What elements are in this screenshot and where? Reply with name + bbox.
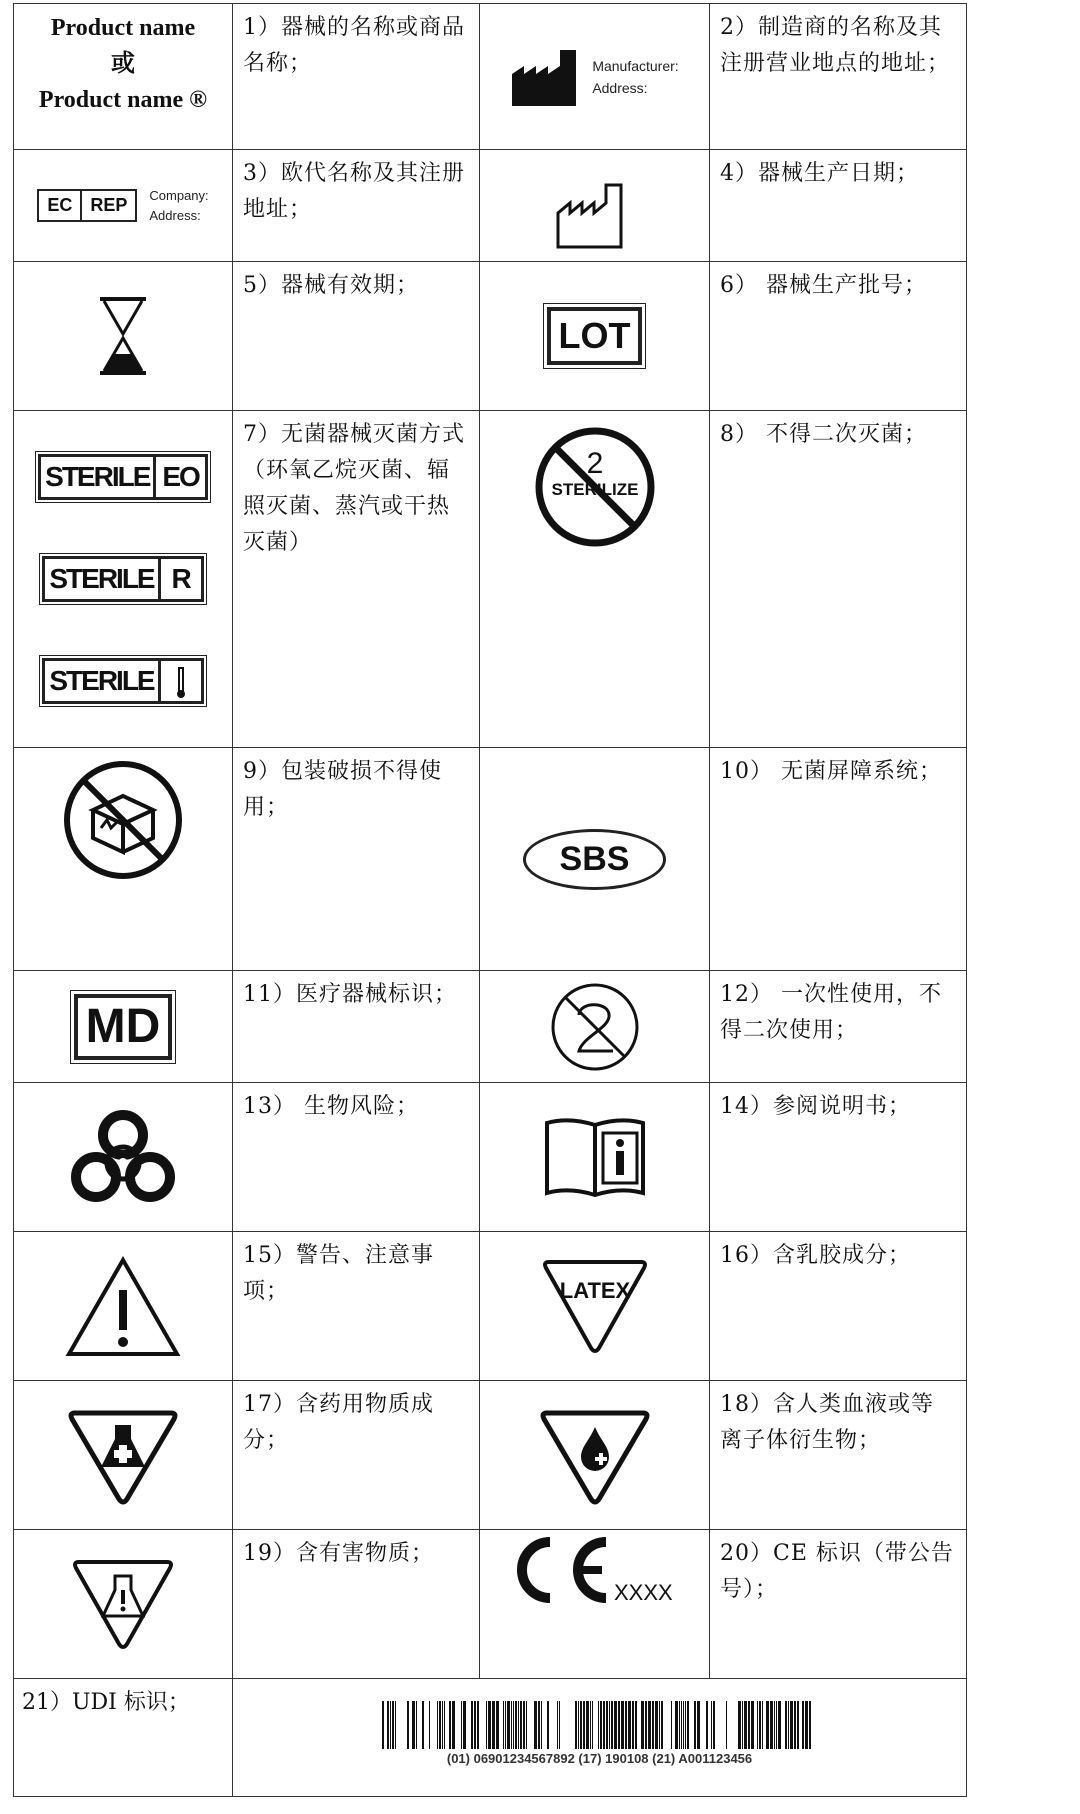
barcode-bar: [505, 1701, 506, 1749]
desc-10: 10） 无菌屏障系统；: [720, 759, 942, 784]
barcode-bar: [412, 1701, 415, 1749]
barcode-bar: [621, 1701, 624, 1749]
do-not-reuse-icon: [549, 981, 641, 1073]
latex-label: LATEX: [559, 1278, 630, 1303]
barcode-bar: [463, 1701, 466, 1749]
desc-4: 4）器械生产日期；: [720, 161, 919, 186]
barcode-bar: [611, 1701, 613, 1749]
lot-label: LOT: [547, 307, 643, 365]
desc-20: 20）CE 标识（带公告号）；: [720, 1541, 954, 1602]
barcode-bar: [659, 1701, 660, 1749]
barcode-bar: [794, 1701, 796, 1749]
barcode-bar: [713, 1701, 715, 1749]
warning-icon: [63, 1254, 183, 1358]
consult-ifu-symbol-cell: [480, 1083, 710, 1232]
barcode-bar: [645, 1701, 647, 1749]
desc-cell: [710, 4, 967, 150]
barcode-bar: [518, 1701, 519, 1749]
human-blood-symbol-cell: [480, 1381, 710, 1530]
contains-medicinal-substance-icon: [65, 1405, 181, 1505]
table-row: [14, 1381, 967, 1530]
desc-21: 21）UDI 标识；: [22, 1690, 190, 1715]
barcode-bar: [679, 1701, 680, 1749]
barcode-bar: [496, 1701, 499, 1749]
desc-19: 19）含有害物质；: [243, 1541, 434, 1566]
barcode-bar: [790, 1701, 793, 1749]
contains-latex-icon: [539, 1256, 651, 1356]
sterile-r-suffix: R: [158, 559, 201, 599]
desc-cell: [233, 150, 480, 262]
barcode-bar: [797, 1701, 799, 1749]
rep-label: REP: [80, 191, 135, 220]
desc-11: 11）医疗器械标识；: [243, 982, 457, 1007]
barcode-bar: [474, 1701, 476, 1749]
barcode-bar: [471, 1701, 473, 1749]
table-row: [14, 748, 967, 971]
barcode-bar: [444, 1701, 445, 1749]
product-name-or-text: 或: [111, 51, 135, 77]
desc-cell: [710, 262, 967, 411]
table-row: [14, 262, 967, 411]
barcode-bar: [648, 1701, 651, 1749]
barcode-bar: [449, 1701, 451, 1749]
barcode-bar: [538, 1701, 540, 1749]
sbs-label: SBS: [523, 829, 667, 890]
ce-mark-symbol-cell: [480, 1530, 710, 1679]
product-name-text: Product name: [50, 15, 196, 41]
desc-cell: [710, 971, 967, 1083]
barcode-bar: [774, 1701, 775, 1749]
barcode-bar: [748, 1701, 750, 1749]
barcode-bar: [687, 1701, 689, 1749]
sterile-word: STERILE: [49, 665, 154, 696]
ce-mark-icon: [510, 1536, 680, 1606]
biohazard-symbol-cell: [14, 1083, 233, 1232]
hazardous-substance-symbol-cell: [14, 1530, 233, 1679]
desc-8: 8） 不得二次灭菌；: [720, 422, 927, 447]
ec-label: EC: [47, 195, 73, 215]
barcode-bar: [541, 1701, 542, 1749]
barcode-bar: [547, 1701, 549, 1749]
barcode-bar: [592, 1701, 593, 1749]
barcode-bar: [762, 1701, 763, 1749]
barcode-bar: [534, 1701, 537, 1749]
sbs-symbol-cell: [480, 748, 710, 971]
desc-cell: [710, 1530, 967, 1679]
manufacturer-address-label: Address:: [592, 79, 648, 96]
barcode-bar: [590, 1701, 591, 1749]
barcode-bar: [407, 1701, 409, 1749]
barcode-bar: [511, 1701, 512, 1749]
barcode-bar: [802, 1701, 804, 1749]
sterile-symbols-cell: [14, 411, 233, 748]
barcode-bar: [655, 1701, 658, 1749]
barcode-bar: [575, 1701, 577, 1749]
barcode-bar: [452, 1701, 455, 1749]
desc-cell: [233, 262, 480, 411]
udi-barcode-text: (01) 06901234567892 (17) 190108 (21) A001123456: [446, 1751, 753, 1766]
desc-17: 17）含药用物质成分；: [243, 1392, 434, 1453]
barcode-bar: [635, 1701, 637, 1749]
barcode-bar: [759, 1701, 761, 1749]
barcode-bar: [513, 1701, 514, 1749]
barcode-bar: [641, 1701, 644, 1749]
barcode-bar: [382, 1701, 384, 1749]
manufacturer-symbol-cell: [480, 4, 710, 150]
udi-label-cell: [14, 1679, 233, 1797]
barcode-bar: [387, 1701, 389, 1749]
table-row: [14, 1083, 967, 1232]
sterile-word: STERILE: [49, 563, 154, 594]
barcode-bar: [706, 1701, 708, 1749]
desc-3: 3）欧代名称及其注册地址；: [243, 161, 465, 222]
barcode-bar: [598, 1701, 599, 1749]
latex-symbol-cell: [480, 1232, 710, 1381]
barcode-bar: [437, 1701, 438, 1749]
sterile-eo-suffix: EO: [153, 457, 204, 497]
barcode-bar: [392, 1701, 394, 1749]
udi-barcode: [380, 1701, 820, 1749]
barcode-bar: [675, 1701, 678, 1749]
barcode-bar: [429, 1701, 430, 1749]
barcode-bar: [757, 1701, 758, 1749]
barcode-bar: [503, 1701, 504, 1749]
biohazard-icon: [68, 1107, 178, 1207]
desc-16: 16）含乳胶成分；: [720, 1243, 911, 1268]
barcode-bar: [778, 1701, 781, 1749]
barcode-bar: [507, 1701, 510, 1749]
desc-5: 5）器械有效期；: [243, 273, 419, 298]
sterile-word: STERILE: [45, 461, 150, 492]
desc-6: 6） 器械生产批号；: [720, 273, 927, 298]
barcode-bar: [477, 1701, 479, 1749]
barcode-bar: [685, 1701, 686, 1749]
barcode-bar: [520, 1701, 522, 1749]
barcode-bar: [422, 1701, 424, 1749]
table-row: [14, 1232, 967, 1381]
barcode-bar: [586, 1701, 589, 1749]
barcode-bar: [523, 1701, 525, 1749]
sterile-heat-icon: [42, 658, 203, 704]
table-row: [14, 4, 967, 150]
barcode-bar: [785, 1701, 787, 1749]
barcode-bar: [744, 1701, 747, 1749]
barcode-bar: [526, 1701, 527, 1749]
barcode-bar: [766, 1701, 769, 1749]
barcode-bar: [515, 1701, 517, 1749]
barcode-bar: [614, 1701, 617, 1749]
expiry-symbol-cell: [14, 262, 233, 411]
table-row: [14, 971, 967, 1083]
no-resterilize-text: STERILIZE: [551, 480, 638, 499]
desc-cell: [710, 411, 967, 748]
udi-barcode-cell: [233, 1679, 967, 1797]
barcode-bar: [652, 1701, 654, 1749]
symbol-table-container: [13, 3, 967, 1797]
barcode-bar: [788, 1701, 789, 1749]
table-row: [14, 1530, 967, 1679]
barcode-bar: [461, 1701, 462, 1749]
thermometer-icon: [158, 661, 201, 701]
barcode-bar: [625, 1701, 627, 1749]
desc-13: 13） 生物风险；: [243, 1094, 419, 1119]
desc-cell: [710, 150, 967, 262]
barcode-bar: [681, 1701, 682, 1749]
hourglass-icon: [96, 296, 150, 376]
desc-cell: [233, 971, 480, 1083]
sterile-eo-icon: [38, 454, 208, 500]
barcode-bar: [770, 1701, 773, 1749]
manufacturer-label: Manufacturer:: [592, 57, 679, 74]
barcode-bar: [738, 1701, 741, 1749]
warning-symbol-cell: [14, 1232, 233, 1381]
barcode-bar: [683, 1701, 684, 1749]
manufacture-date-factory-icon: [555, 179, 635, 251]
damaged-package-symbol-cell: [14, 748, 233, 971]
desc-2: 2）制造商的名称及其注册营业地点的地址；: [720, 15, 951, 76]
desc-cell: [710, 1381, 967, 1530]
barcode-bar: [600, 1701, 602, 1749]
barcode-bar: [486, 1701, 487, 1749]
barcode-bar: [492, 1701, 495, 1749]
ec-rep-box: [37, 189, 137, 222]
company-address-label: Address:: [149, 207, 201, 223]
desc-15: 15）警告、注意事项；: [243, 1243, 434, 1304]
barcode-bar: [805, 1701, 808, 1749]
contains-human-blood-icon: [537, 1405, 653, 1505]
barcode-bar: [609, 1701, 610, 1749]
desc-cell: [233, 4, 480, 150]
desc-cell: [710, 1232, 967, 1381]
barcode-bar: [628, 1701, 631, 1749]
desc-12: 12） 一次性使用，不得二次使用；: [720, 982, 942, 1043]
barcode-bar: [742, 1701, 743, 1749]
barcode-bar: [439, 1701, 441, 1749]
single-use-symbol-cell: [480, 971, 710, 1083]
desc-cell: [710, 1083, 967, 1232]
desc-cell: [710, 748, 967, 971]
product-name-registered-text: Product name ®: [38, 87, 208, 113]
barcode-bar: [603, 1701, 605, 1749]
contains-hazardous-substance-icon: [69, 1556, 177, 1652]
desc-cell: [233, 1530, 480, 1679]
lot-symbol-cell: [480, 262, 710, 411]
manufacture-date-symbol-cell: [480, 150, 710, 262]
barcode-bar: [632, 1701, 634, 1749]
barcode-bar: [661, 1701, 663, 1749]
consult-instructions-icon: [543, 1115, 647, 1199]
company-label: Company:: [149, 187, 209, 203]
barcode-bar: [390, 1701, 391, 1749]
no-resterilize-symbol-cell: [480, 411, 710, 748]
barcode-bar: [694, 1701, 696, 1749]
medicinal-substance-symbol-cell: [14, 1381, 233, 1530]
desc-1: 1）器械的名称或商品名称；: [243, 15, 465, 76]
ec-rep-symbol-cell: [14, 150, 233, 262]
product-name-cell: [14, 4, 233, 150]
barcode-bar: [442, 1701, 443, 1749]
barcode-bar: [578, 1701, 579, 1749]
svg-text:2: 2: [586, 447, 603, 480]
desc-9: 9）包装破损不得使用；: [243, 759, 442, 820]
barcode-bar: [395, 1701, 396, 1749]
barcode-bar: [559, 1701, 560, 1749]
table-row: [14, 150, 967, 262]
barcode-bar: [580, 1701, 582, 1749]
md-symbol-cell: [14, 971, 233, 1083]
desc-14: 14）参阅说明书；: [720, 1094, 911, 1119]
barcode-bar: [671, 1701, 672, 1749]
barcode-bar: [488, 1701, 491, 1749]
do-not-use-if-damaged-icon: [61, 758, 185, 882]
desc-cell: [233, 411, 480, 748]
desc-18: 18）含人类血液或等离子体衍生物；: [720, 1392, 934, 1453]
barcode-bar: [711, 1701, 712, 1749]
barcode-bar: [776, 1701, 777, 1749]
barcode-bar: [618, 1701, 620, 1749]
barcode-bar: [416, 1701, 417, 1749]
table-row: [14, 411, 967, 748]
desc-cell: [233, 1381, 480, 1530]
barcode-bar: [809, 1701, 811, 1749]
barcode-bar: [697, 1701, 700, 1749]
barcode-bar: [606, 1701, 608, 1749]
do-not-resterilize-icon: [533, 425, 657, 549]
md-label: MD: [74, 994, 173, 1060]
barcode-bar: [751, 1701, 754, 1749]
symbol-table: [13, 3, 967, 1797]
barcode-bar: [583, 1701, 585, 1749]
table-row: [14, 1679, 967, 1797]
manufacturer-factory-icon: [510, 46, 580, 108]
desc-7: 7）无菌器械灭菌方式（环氧乙烷灭菌、辐照灭菌、蒸汽或干热灭菌）: [243, 422, 465, 555]
sterile-r-icon: [42, 556, 203, 602]
desc-cell: [233, 1232, 480, 1381]
barcode-bar: [557, 1701, 558, 1749]
desc-cell: [233, 1083, 480, 1232]
barcode-bar: [726, 1701, 727, 1749]
desc-cell: [233, 748, 480, 971]
ce-notified-body-number: XXXX: [613, 1580, 673, 1605]
